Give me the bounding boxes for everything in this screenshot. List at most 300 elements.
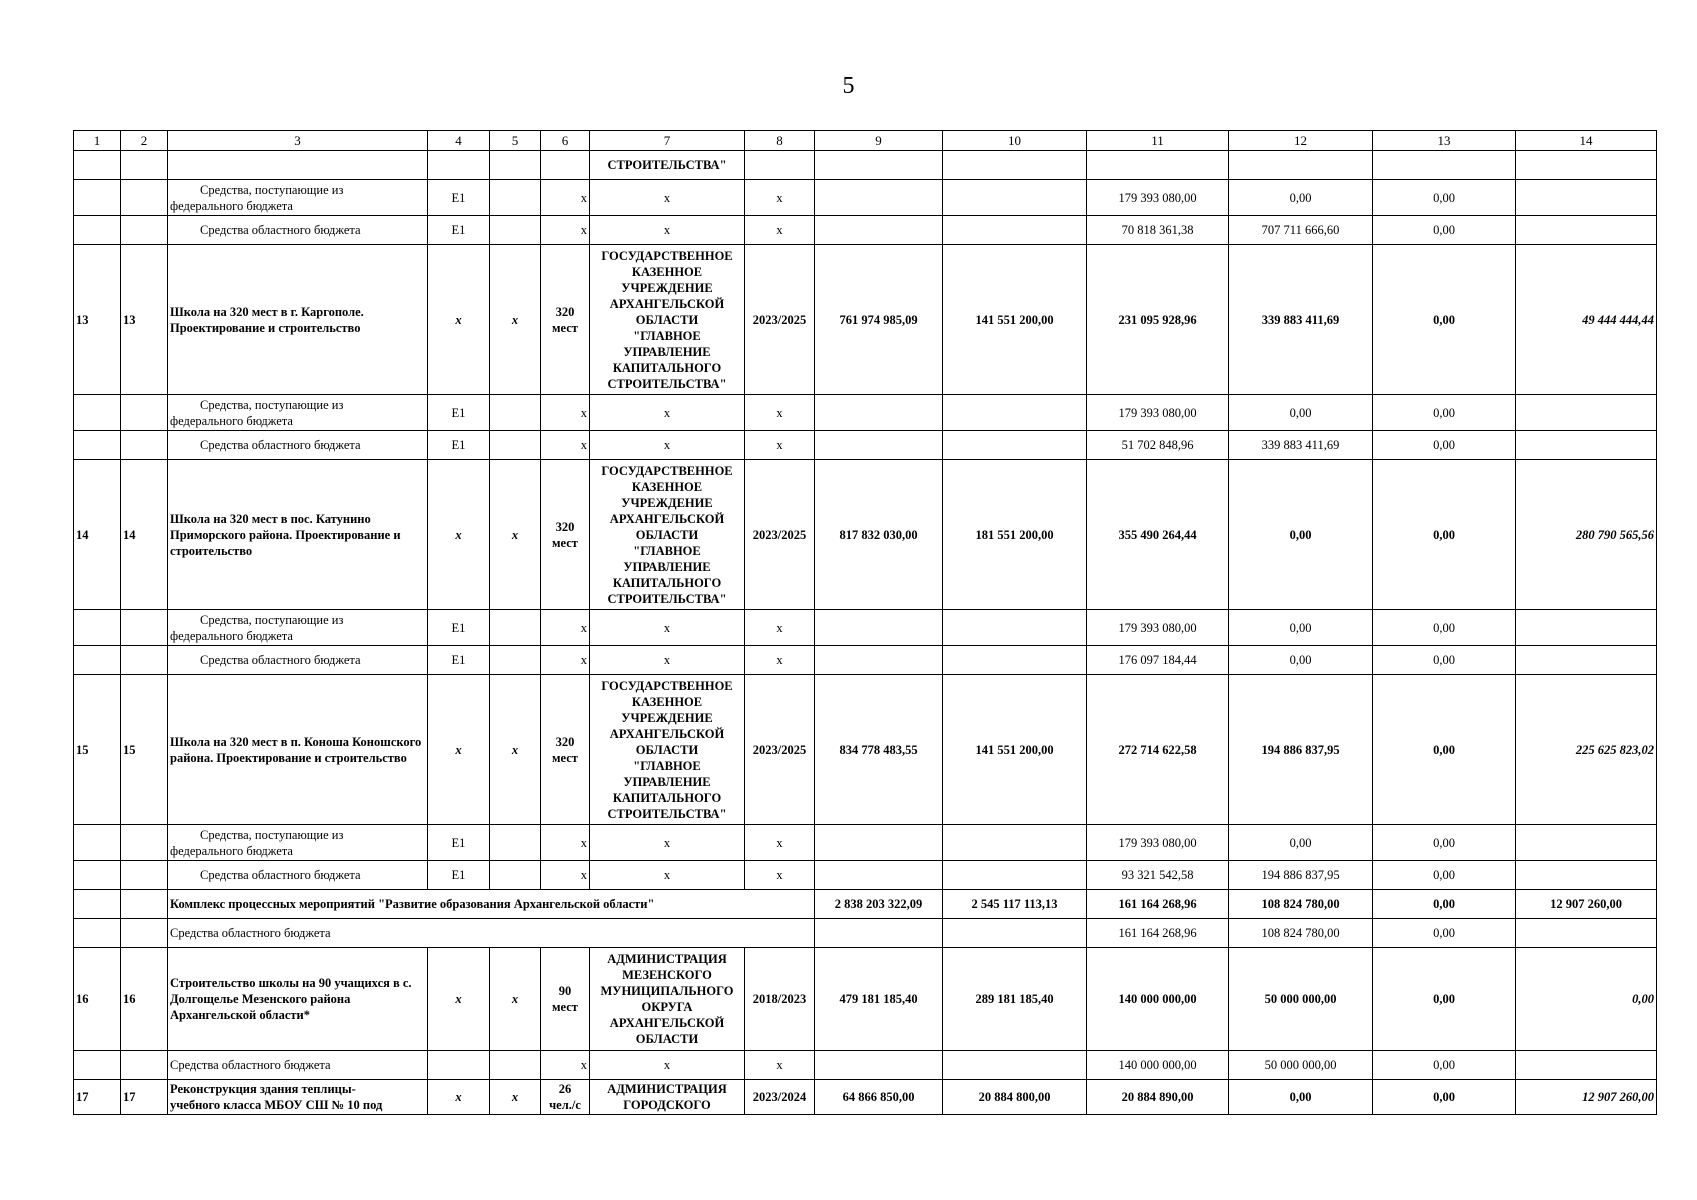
empty-cell [121, 610, 168, 646]
complex-name: Комплекс процессных мероприятий "Развитие образования Архангельской области" [168, 890, 815, 919]
code-cell: Е1 [428, 395, 490, 431]
organization-cell: х [590, 395, 745, 431]
header-row [74, 131, 1657, 151]
funding-source-name [168, 180, 428, 216]
amount-cell: 0,00 [1373, 919, 1516, 948]
text-line: ГОРОДСКОГО [623, 1098, 711, 1112]
empty-cell [815, 646, 943, 675]
amount-cell: 70 818 361,38 [1087, 216, 1229, 245]
amount-cell: 181 551 200,00 [943, 460, 1087, 610]
funding-source-row [74, 180, 1657, 216]
text-line: Реконструкция здания теплицы- [170, 1082, 356, 1096]
empty-cell [815, 216, 943, 245]
row-number: 15 [74, 675, 121, 825]
empty-cell [74, 1051, 121, 1080]
code-cell: х [490, 1080, 541, 1115]
empty-cell [121, 151, 168, 180]
amount-cell: 225 625 823,02 [1516, 675, 1657, 825]
amount-cell: 0,00 [1373, 646, 1516, 675]
empty-cell [815, 825, 943, 861]
amount-cell: 0,00 [1373, 431, 1516, 460]
funding-source-name [168, 610, 428, 646]
text-line: УПРАВЛЕНИЕ [623, 344, 711, 359]
amount-cell: 0,00 [1373, 395, 1516, 431]
project-row [74, 675, 1657, 825]
funding-source-row [74, 1051, 1657, 1080]
empty-cell [490, 610, 541, 646]
header-cell: 5 [490, 131, 541, 151]
text-line: федерального бюджета [170, 413, 293, 428]
organization-cell: х [590, 1051, 745, 1080]
capacity-cell: х [541, 825, 590, 861]
text-line: "ГЛАВНОЕ [633, 543, 701, 558]
amount-cell: 194 886 837,95 [1229, 861, 1373, 890]
amount-cell: 20 884 800,00 [943, 1080, 1087, 1115]
period-cell: 2023/2025 [745, 460, 815, 610]
empty-cell [121, 180, 168, 216]
text-line: 320 [555, 734, 575, 749]
funding-source-name [168, 861, 428, 890]
period-cell: 2023/2025 [745, 675, 815, 825]
code-cell: х [490, 460, 541, 610]
text-line: чел./с [549, 1098, 581, 1112]
funding-source-name [168, 216, 428, 245]
empty-cell [74, 919, 121, 948]
header-cell: 1 [74, 131, 121, 151]
amount-cell: 0,00 [1373, 861, 1516, 890]
amount-cell: 20 884 890,00 [1087, 1080, 1229, 1115]
empty-cell [815, 610, 943, 646]
complex-row [74, 890, 1657, 919]
header-cell: 14 [1516, 131, 1657, 151]
text-line: ОБЛАСТИ [635, 1032, 699, 1046]
page-number: 5 [842, 73, 855, 99]
text-line: КАПИТАЛЬНОГО [612, 790, 722, 805]
period-cell: 2023/2024 [745, 1080, 815, 1115]
empty-cell [121, 825, 168, 861]
empty-cell [943, 216, 1087, 245]
code-cell: х [490, 245, 541, 395]
amount-cell: 272 714 622,58 [1087, 675, 1229, 825]
amount-cell: 140 000 000,00 [1087, 948, 1229, 1051]
period-cell: х [745, 610, 815, 646]
amount-cell: 140 000 000,00 [1087, 1051, 1229, 1080]
amount-cell: 0,00 [1373, 1051, 1516, 1080]
capacity-cell: х [541, 216, 590, 245]
empty-cell [121, 919, 168, 948]
header-cell: 11 [1087, 131, 1229, 151]
text-line: УПРАВЛЕНИЕ [623, 774, 711, 789]
capacity-cell: х [541, 610, 590, 646]
continuation-row [74, 151, 1657, 180]
text-line: федерального бюджета [170, 843, 293, 858]
period-cell: х [745, 1051, 815, 1080]
text-line: мест [552, 535, 578, 550]
text-line: МУНИЦИПАЛЬНОГО [600, 984, 734, 998]
text-line: Средства областного бюджета [200, 223, 361, 237]
amount-cell: 141 551 200,00 [943, 675, 1087, 825]
text-line: УЧРЕЖДЕНИЕ [621, 280, 713, 295]
project-row [74, 1080, 1657, 1115]
empty-cell [490, 431, 541, 460]
organization-cell: СТРОИТЕЛЬСТВА" [590, 151, 745, 180]
text-line: Средства, поступающие из [200, 612, 344, 627]
text-line: Средства, поступающие из [200, 827, 344, 842]
empty-cell [121, 1051, 168, 1080]
empty-cell [490, 825, 541, 861]
amount-cell: 761 974 985,09 [815, 245, 943, 395]
code-cell: Е1 [428, 180, 490, 216]
text-line: мест [552, 750, 578, 765]
text-line: ОБЛАСТИ [635, 742, 699, 757]
empty-cell [74, 825, 121, 861]
empty-cell [490, 395, 541, 431]
text-line: УПРАВЛЕНИЕ [623, 559, 711, 574]
empty-cell [943, 825, 1087, 861]
text-line: 90 [558, 984, 572, 998]
empty-cell [1516, 825, 1657, 861]
amount-cell: 194 886 837,95 [1229, 675, 1373, 825]
project-name: Школа на 320 мест в пос. Катунино Приморского района. Проектирование и строительство [168, 460, 428, 610]
period-cell: х [745, 431, 815, 460]
empty-cell [74, 395, 121, 431]
amount-cell: 479 181 185,40 [815, 948, 943, 1051]
empty-cell [121, 216, 168, 245]
row-number: 17 [121, 1080, 168, 1115]
text-line: 26 [558, 1082, 572, 1096]
empty-cell [490, 216, 541, 245]
text-line: 320 [555, 304, 575, 319]
amount-cell: 231 095 928,96 [1087, 245, 1229, 395]
period-cell: 2023/2025 [745, 245, 815, 395]
empty-cell [168, 151, 428, 180]
empty-cell [1516, 646, 1657, 675]
text-line: УЧРЕЖДЕНИЕ [621, 495, 713, 510]
empty-cell [815, 395, 943, 431]
amount-cell: 0,00 [1373, 675, 1516, 825]
funding-source-name: Средства областного бюджета [168, 919, 815, 948]
code-cell: х [490, 675, 541, 825]
text-line: Средства, поступающие из [200, 397, 344, 412]
funding-source-row [74, 431, 1657, 460]
organization-cell: х [590, 610, 745, 646]
organization-cell: х [590, 180, 745, 216]
empty-cell [1087, 151, 1229, 180]
empty-cell [1516, 216, 1657, 245]
empty-cell [541, 151, 590, 180]
empty-cell [428, 151, 490, 180]
amount-cell: 817 832 030,00 [815, 460, 943, 610]
amount-cell: 0,00 [1373, 890, 1516, 919]
row-number: 16 [121, 948, 168, 1051]
empty-cell [943, 1051, 1087, 1080]
capacity-cell [541, 948, 590, 1051]
project-name: Школа на 320 мест в г. Каргополе. Проектирование и строительство [168, 245, 428, 395]
empty-cell [943, 861, 1087, 890]
capacity-cell [541, 675, 590, 825]
empty-cell [1229, 151, 1373, 180]
empty-cell [74, 216, 121, 245]
funding-source-row [74, 646, 1657, 675]
empty-cell [74, 890, 121, 919]
text-line: ГОСУДАРСТВЕННОЕ [601, 678, 733, 693]
organization-cell [590, 675, 745, 825]
amount-cell: 179 393 080,00 [1087, 180, 1229, 216]
empty-cell [943, 431, 1087, 460]
organization-cell [590, 948, 745, 1051]
funding-source-name [168, 431, 428, 460]
text-line: КАЗЕННОЕ [631, 694, 703, 709]
amount-cell: 0,00 [1516, 948, 1657, 1051]
code-cell: х [428, 675, 490, 825]
header-cell: 6 [541, 131, 590, 151]
text-line: АРХАНГЕЛЬСКОЙ [609, 511, 725, 526]
empty-cell [815, 431, 943, 460]
funding-source-row [74, 861, 1657, 890]
amount-cell: 0,00 [1373, 1080, 1516, 1115]
text-line: СТРОИТЕЛЬСТВА" [607, 806, 727, 821]
header-cell: 3 [168, 131, 428, 151]
amount-cell: 12 907 260,00 [1516, 1080, 1657, 1115]
empty-cell [74, 180, 121, 216]
amount-cell: 280 790 565,56 [1516, 460, 1657, 610]
capacity-cell: х [541, 1051, 590, 1080]
empty-cell [121, 431, 168, 460]
funding-source-row [74, 395, 1657, 431]
empty-cell [815, 180, 943, 216]
amount-cell: 0,00 [1229, 180, 1373, 216]
text-line: АДМИНИСТРАЦИЯ [607, 1082, 727, 1096]
amount-cell: 289 181 185,40 [943, 948, 1087, 1051]
code-cell: Е1 [428, 825, 490, 861]
text-line: "ГЛАВНОЕ [633, 328, 701, 343]
amount-cell: 0,00 [1373, 610, 1516, 646]
header-cell: 12 [1229, 131, 1373, 151]
organization-cell: х [590, 216, 745, 245]
amount-cell: 50 000 000,00 [1229, 948, 1373, 1051]
capacity-cell: х [541, 646, 590, 675]
text-line: ГОСУДАРСТВЕННОЕ [601, 248, 733, 263]
amount-cell: 50 000 000,00 [1229, 1051, 1373, 1080]
amount-cell: 834 778 483,55 [815, 675, 943, 825]
code-cell: Е1 [428, 861, 490, 890]
period-cell: х [745, 180, 815, 216]
text-line: КАПИТАЛЬНОГО [612, 360, 722, 375]
project-row [74, 948, 1657, 1051]
capacity-cell: х [541, 861, 590, 890]
header-cell: 4 [428, 131, 490, 151]
amount-cell: 141 551 200,00 [943, 245, 1087, 395]
empty-cell [490, 151, 541, 180]
empty-cell [943, 180, 1087, 216]
organization-cell [590, 245, 745, 395]
project-row [74, 460, 1657, 610]
funding-source-name [168, 825, 428, 861]
amount-cell: 0,00 [1373, 460, 1516, 610]
capacity-cell [541, 460, 590, 610]
empty-cell [121, 861, 168, 890]
code-cell: х [490, 948, 541, 1051]
header-cell: 8 [745, 131, 815, 151]
empty-cell [1516, 180, 1657, 216]
project-name: Строительство школы на 90 учащихся в с. Долгощелье Мезенского района Архангельской области* [168, 948, 428, 1051]
organization-cell [590, 1080, 745, 1115]
amount-cell: 179 393 080,00 [1087, 395, 1229, 431]
amount-cell: 0,00 [1229, 395, 1373, 431]
funding-source-name: Средства областного бюджета [168, 1051, 428, 1080]
header-cell: 10 [943, 131, 1087, 151]
period-cell: 2018/2023 [745, 948, 815, 1051]
row-number: 13 [121, 245, 168, 395]
text-line: Средства областного бюджета [200, 868, 361, 882]
empty-cell [1516, 151, 1657, 180]
header-cell: 2 [121, 131, 168, 151]
funding-source-row [74, 610, 1657, 646]
amount-cell: 339 883 411,69 [1229, 245, 1373, 395]
amount-cell: 355 490 264,44 [1087, 460, 1229, 610]
header-cell: 13 [1373, 131, 1516, 151]
text-line: федерального бюджета [170, 628, 293, 643]
text-line: Средства областного бюджета [200, 438, 361, 452]
code-cell: х [428, 460, 490, 610]
amount-cell: 108 824 780,00 [1229, 890, 1373, 919]
amount-cell: 0,00 [1229, 646, 1373, 675]
funding-source-row [74, 919, 1657, 948]
empty-cell [943, 919, 1087, 948]
text-line: Средства областного бюджета [200, 653, 361, 667]
amount-cell: 49 444 444,44 [1516, 245, 1657, 395]
empty-cell [943, 646, 1087, 675]
empty-cell [1373, 151, 1516, 180]
empty-cell [74, 431, 121, 460]
period-cell: х [745, 646, 815, 675]
empty-cell [428, 1051, 490, 1080]
code-cell: Е1 [428, 646, 490, 675]
empty-cell [745, 151, 815, 180]
capacity-cell: х [541, 431, 590, 460]
empty-cell [815, 861, 943, 890]
period-cell: х [745, 825, 815, 861]
amount-cell: 179 393 080,00 [1087, 610, 1229, 646]
organization-cell: х [590, 861, 745, 890]
period-cell: х [745, 395, 815, 431]
text-line: АДМИНИСТРАЦИЯ [607, 952, 727, 966]
amount-cell: 2 545 117 113,13 [943, 890, 1087, 919]
empty-cell [121, 890, 168, 919]
text-line: КАПИТАЛЬНОГО [612, 575, 722, 590]
amount-cell: 0,00 [1373, 245, 1516, 395]
capacity-cell: х [541, 395, 590, 431]
text-line: КАЗЕННОЕ [631, 479, 703, 494]
text-line: мест [552, 320, 578, 335]
empty-cell [1516, 610, 1657, 646]
organization-cell: х [590, 646, 745, 675]
amount-cell: 0,00 [1373, 948, 1516, 1051]
empty-cell [1516, 1051, 1657, 1080]
organization-cell [590, 460, 745, 610]
empty-cell [74, 646, 121, 675]
row-number: 17 [74, 1080, 121, 1115]
text-line: ОБЛАСТИ [635, 527, 699, 542]
text-line: КАЗЕННОЕ [631, 264, 703, 279]
text-line: АРХАНГЕЛЬСКОЙ [609, 1016, 725, 1030]
row-number: 15 [121, 675, 168, 825]
empty-cell [1516, 395, 1657, 431]
amount-cell: 707 711 666,60 [1229, 216, 1373, 245]
text-line: "ГЛАВНОЕ [633, 758, 701, 773]
code-cell: х [428, 948, 490, 1051]
capacity-cell [541, 245, 590, 395]
empty-cell [490, 180, 541, 216]
amount-cell: 161 164 268,96 [1087, 890, 1229, 919]
empty-cell [74, 861, 121, 890]
amount-cell: 179 393 080,00 [1087, 825, 1229, 861]
project-row [74, 245, 1657, 395]
funding-source-row [74, 825, 1657, 861]
empty-cell [490, 646, 541, 675]
text-line: АРХАНГЕЛЬСКОЙ [609, 726, 725, 741]
empty-cell [1516, 919, 1657, 948]
amount-cell: 2 838 203 322,09 [815, 890, 943, 919]
funding-source-name [168, 646, 428, 675]
organization-cell: х [590, 431, 745, 460]
amount-cell: 176 097 184,44 [1087, 646, 1229, 675]
amount-cell: 51 702 848,96 [1087, 431, 1229, 460]
empty-cell [121, 395, 168, 431]
funding-source-row [74, 216, 1657, 245]
header-cell: 9 [815, 131, 943, 151]
period-cell: х [745, 216, 815, 245]
amount-cell: 339 883 411,69 [1229, 431, 1373, 460]
capacity-cell: х [541, 180, 590, 216]
amount-cell: 93 321 542,58 [1087, 861, 1229, 890]
budget-table [73, 130, 1657, 1115]
text-line: ОБЛАСТИ [635, 312, 699, 327]
period-cell: х [745, 861, 815, 890]
text-line: учебного класса МБОУ СШ № 10 под [170, 1098, 383, 1112]
text-line: ОКРУГА [641, 1000, 693, 1014]
text-line: СТРОИТЕЛЬСТВА" [607, 376, 727, 391]
funding-source-name [168, 395, 428, 431]
text-line: МЕЗЕНСКОГО [622, 968, 712, 982]
code-cell: Е1 [428, 431, 490, 460]
empty-cell [74, 610, 121, 646]
code-cell: х [428, 245, 490, 395]
code-cell: Е1 [428, 216, 490, 245]
code-cell: Е1 [428, 610, 490, 646]
text-line: ГОСУДАРСТВЕННОЕ [601, 463, 733, 478]
project-name: Школа на 320 мест в п. Коноша Коношского района. Проектирование и строительство [168, 675, 428, 825]
text-line: 320 [555, 519, 575, 534]
organization-cell: х [590, 825, 745, 861]
amount-cell: 161 164 268,96 [1087, 919, 1229, 948]
empty-cell [943, 610, 1087, 646]
amount-cell: 0,00 [1229, 825, 1373, 861]
amount-cell: 0,00 [1373, 180, 1516, 216]
empty-cell [1516, 431, 1657, 460]
header-cell: 7 [590, 131, 745, 151]
text-line: Средства, поступающие из [200, 182, 344, 197]
project-name [168, 1080, 428, 1115]
text-line: федерального бюджета [170, 198, 293, 213]
amount-cell: 0,00 [1373, 825, 1516, 861]
row-number: 16 [74, 948, 121, 1051]
code-cell: х [428, 1080, 490, 1115]
empty-cell [121, 646, 168, 675]
empty-cell [74, 151, 121, 180]
empty-cell [815, 1051, 943, 1080]
row-number: 14 [74, 460, 121, 610]
